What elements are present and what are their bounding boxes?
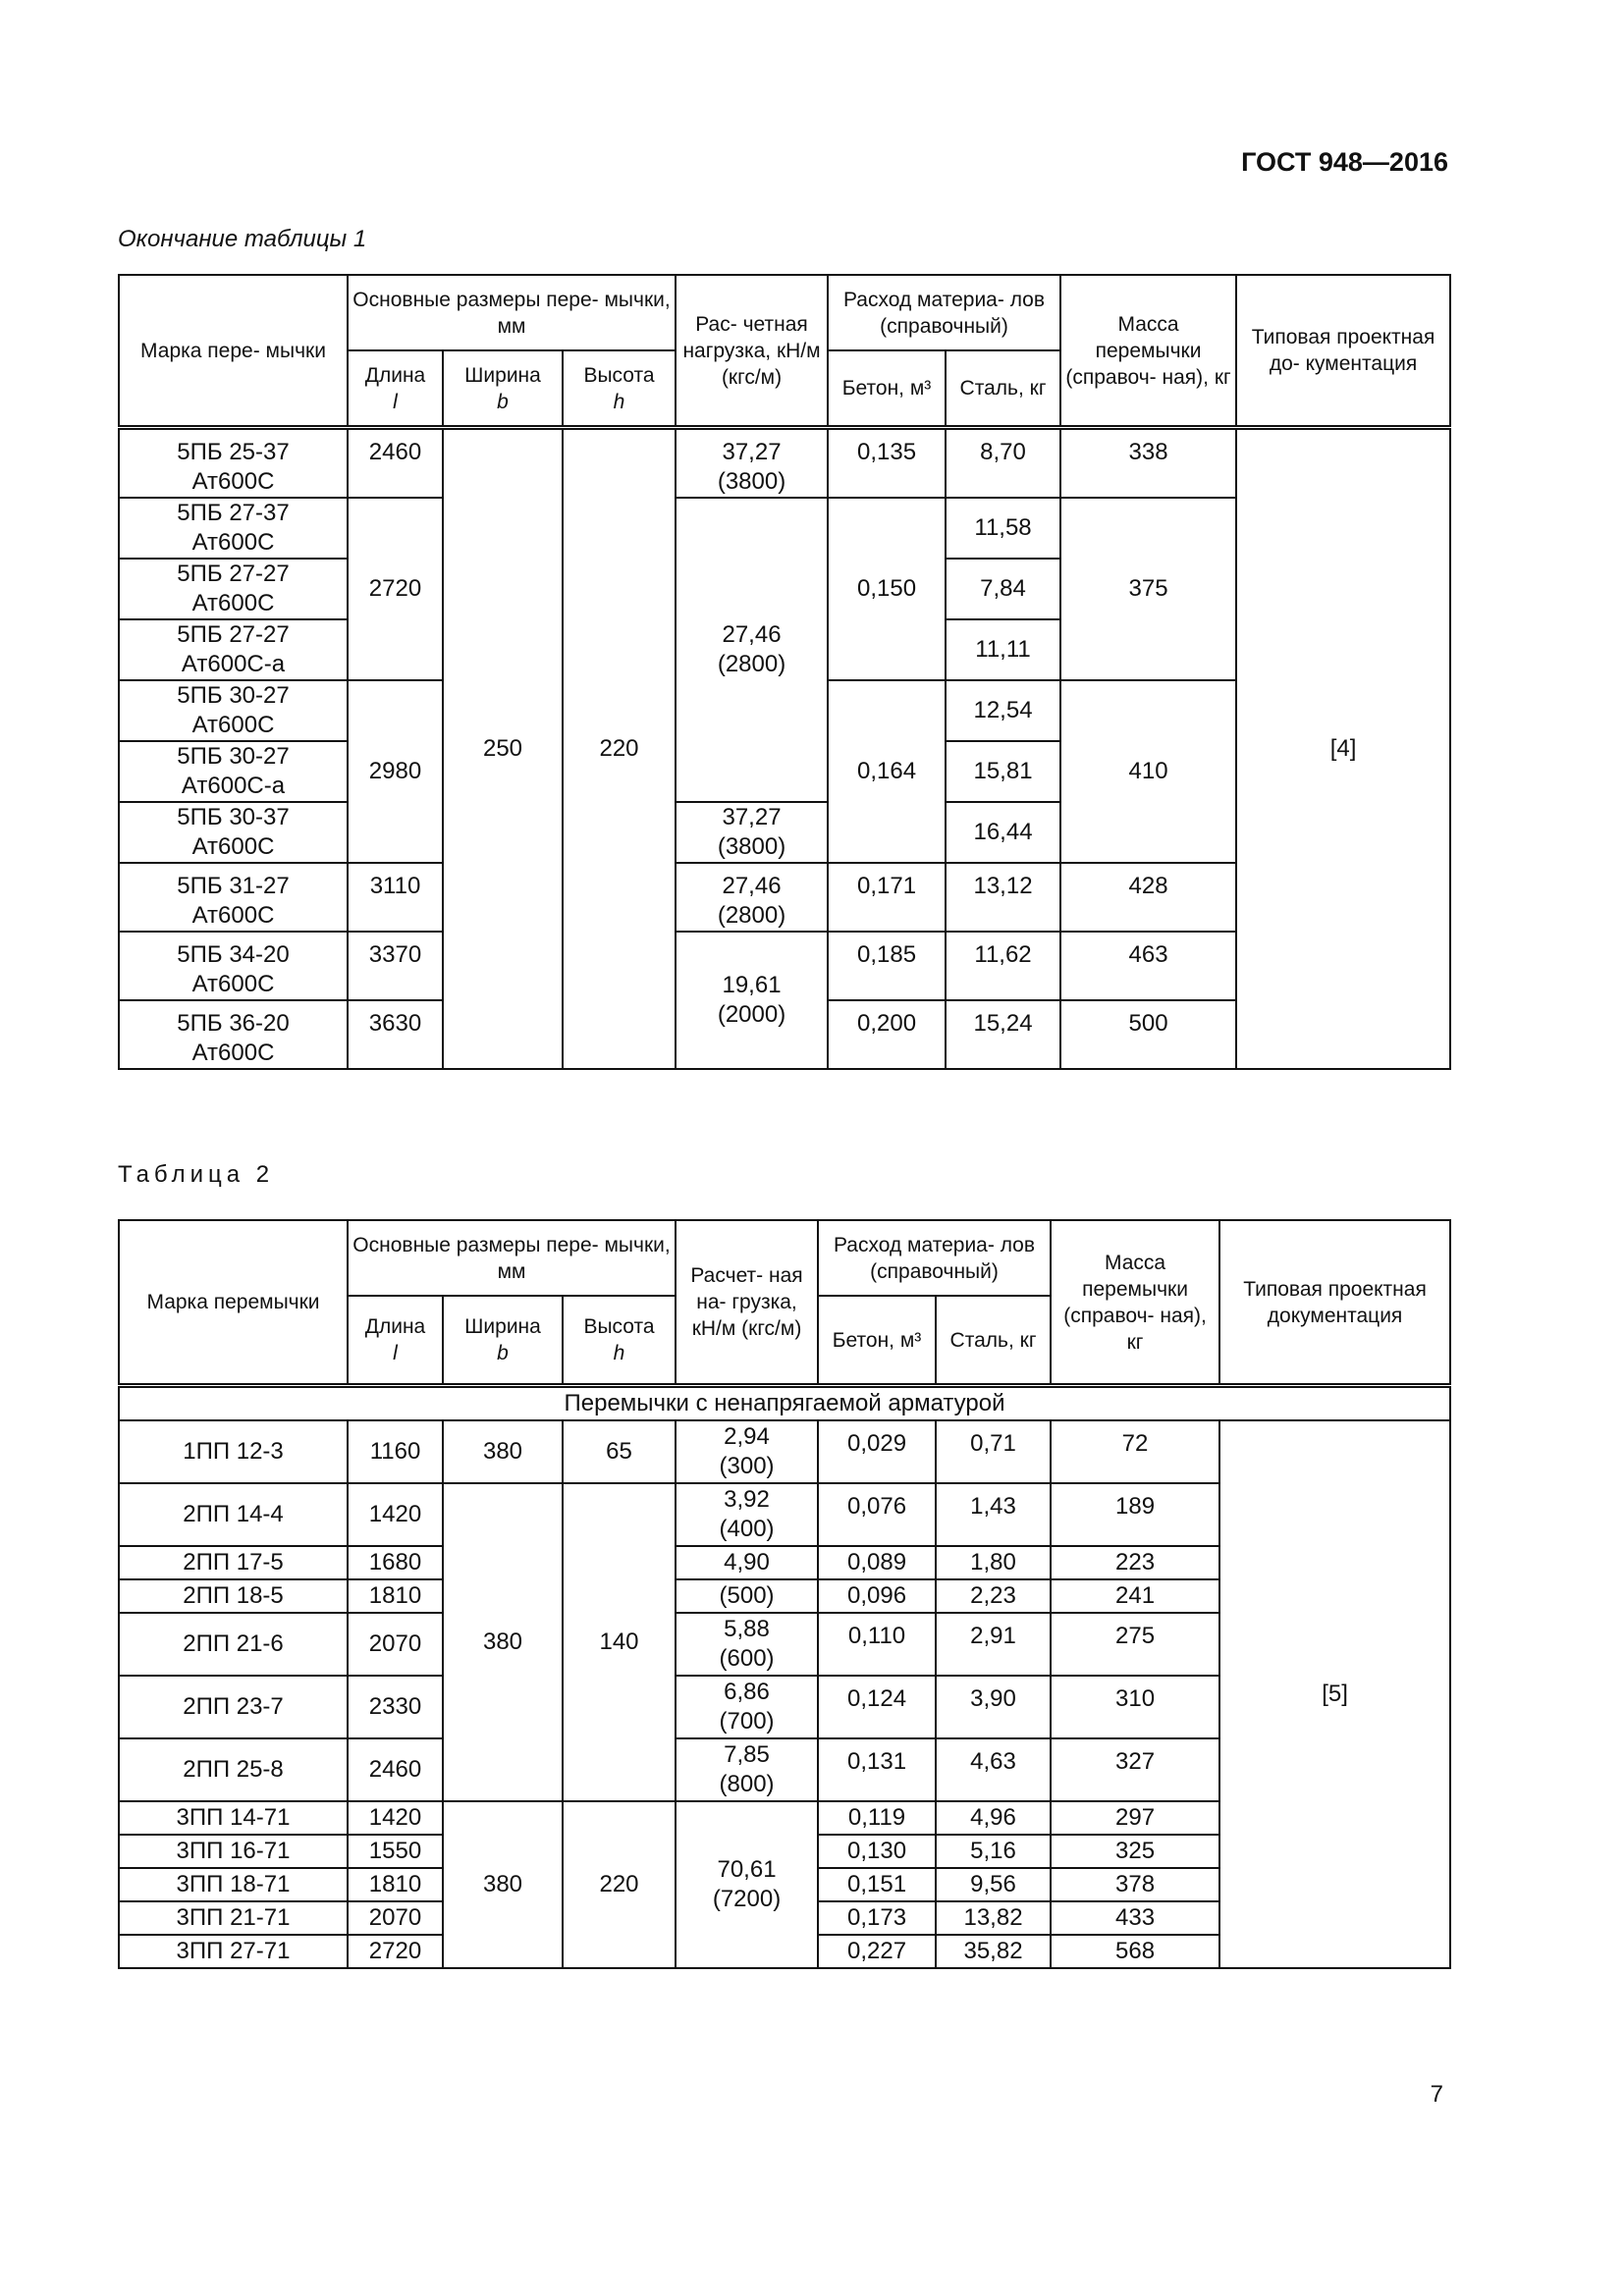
cell-mass: 72 (1051, 1420, 1219, 1483)
cell-mass: 223 (1051, 1546, 1219, 1579)
cell-steel: 4,63 (936, 1738, 1051, 1801)
cell-mark: 3ПП 18-71 (119, 1868, 348, 1901)
cell-load: 6,86 (700) (676, 1676, 818, 1738)
cell-length: 1810 (348, 1868, 443, 1901)
cell-mass: 375 (1060, 498, 1236, 680)
cell-steel: 7,84 (946, 559, 1060, 619)
cell-steel: 2,23 (936, 1579, 1051, 1613)
cell-width: 250 (443, 428, 563, 1070)
col-header-doc: Типовая проектная документация (1219, 1220, 1450, 1386)
cell-mark: 5ПБ 27-37 Ат600С (119, 498, 348, 559)
cell-steel: 35,82 (936, 1935, 1051, 1968)
cell-mass: 568 (1051, 1935, 1219, 1968)
cell-doc: [5] (1219, 1420, 1450, 1968)
col-header-mass: Масса перемычки (справоч- ная), кг (1060, 275, 1236, 428)
cell-steel: 13,82 (936, 1901, 1051, 1935)
cell-mark: 3ПП 16-71 (119, 1835, 348, 1868)
cell-length: 2070 (348, 1901, 443, 1935)
cell-concrete: 0,173 (818, 1901, 936, 1935)
col-header-material: Расход материа- лов (справочный) (828, 275, 1060, 350)
cell-mark: 5ПБ 30-27 Ат600С-а (119, 741, 348, 802)
cell-length: 3110 (348, 863, 443, 932)
cell-mass: 325 (1051, 1835, 1219, 1868)
cell-length: 2460 (348, 1738, 443, 1801)
cell-mark: 5ПБ 25-37 Ат600С (119, 428, 348, 499)
cell-mark: 5ПБ 36-20 Ат600С (119, 1000, 348, 1069)
cell-height: 220 (563, 428, 676, 1070)
cell-length: 1680 (348, 1546, 443, 1579)
cell-concrete: 0,227 (818, 1935, 936, 1968)
cell-width: 380 (443, 1801, 563, 1968)
cell-load: 37,27 (3800) (676, 802, 828, 863)
cell-length: 2720 (348, 1935, 443, 1968)
cell-load: 3,92 (400) (676, 1483, 818, 1546)
cell-steel: 15,24 (946, 1000, 1060, 1069)
cell-mark: 2ПП 17-5 (119, 1546, 348, 1579)
cell-concrete: 0,185 (828, 932, 946, 1000)
cell-steel: 1,80 (936, 1546, 1051, 1579)
col-header-height: Высота h (563, 1296, 676, 1386)
cell-steel: 4,96 (936, 1801, 1051, 1835)
cell-concrete: 0,076 (818, 1483, 936, 1546)
cell-concrete: 0,150 (828, 498, 946, 680)
col-header-width: Ширина b (443, 350, 563, 428)
cell-length: 2460 (348, 428, 443, 499)
col-header-load: Расчет- ная на- грузка, кН/м (кгс/м) (676, 1220, 818, 1386)
cell-steel: 11,62 (946, 932, 1060, 1000)
col-header-length: Длина l (348, 1296, 443, 1386)
cell-load: 7,85 (800) (676, 1738, 818, 1801)
section-title: Перемычки с ненапрягаемой арматурой (119, 1386, 1450, 1421)
col-header-dims: Основные размеры пере- мычки, мм (348, 1220, 676, 1296)
cell-mass: 500 (1060, 1000, 1236, 1069)
cell-mass: 275 (1051, 1613, 1219, 1676)
col-header-load: Рас- четная нагрузка, кН/м (кгс/м) (676, 275, 828, 428)
cell-steel: 15,81 (946, 741, 1060, 802)
cell-length: 1550 (348, 1835, 443, 1868)
cell-length: 2980 (348, 680, 443, 863)
cell-length: 1420 (348, 1483, 443, 1546)
table-2 (118, 1219, 1451, 1969)
col-header-steel: Сталь, кг (936, 1296, 1051, 1386)
cell-mark: 2ПП 25-8 (119, 1738, 348, 1801)
cell-mark: 5ПБ 30-37 Ат600С (119, 802, 348, 863)
cell-mark: 3ПП 27-71 (119, 1935, 348, 1968)
cell-concrete: 0,119 (818, 1801, 936, 1835)
cell-doc: [4] (1236, 428, 1450, 1070)
cell-concrete: 0,151 (818, 1868, 936, 1901)
table-1 (118, 274, 1451, 1070)
cell-load: 2,94 (300) (676, 1420, 818, 1483)
cell-length: 2330 (348, 1676, 443, 1738)
cell-load: 19,61 (2000) (676, 932, 828, 1069)
cell-steel: 11,58 (946, 498, 1060, 559)
cell-steel: 12,54 (946, 680, 1060, 741)
cell-length: 2070 (348, 1613, 443, 1676)
cell-mass: 433 (1051, 1901, 1219, 1935)
cell-steel: 1,43 (936, 1483, 1051, 1546)
cell-width: 380 (443, 1420, 563, 1483)
cell-mass: 428 (1060, 863, 1236, 932)
cell-mass: 310 (1051, 1676, 1219, 1738)
cell-steel: 13,12 (946, 863, 1060, 932)
cell-steel: 16,44 (946, 802, 1060, 863)
page-number: 7 (1430, 2081, 1443, 2108)
table1-caption: Окончание таблицы 1 (118, 226, 367, 252)
col-header-length: Длина l (348, 350, 443, 428)
cell-mass: 297 (1051, 1801, 1219, 1835)
cell-mark: 2ПП 18-5 (119, 1579, 348, 1613)
cell-steel: 11,11 (946, 619, 1060, 680)
cell-mark: 2ПП 21-6 (119, 1613, 348, 1676)
cell-height: 65 (563, 1420, 676, 1483)
cell-load: (500) (676, 1579, 818, 1613)
cell-mass: 338 (1060, 428, 1236, 499)
cell-concrete: 0,164 (828, 680, 946, 863)
cell-steel: 2,91 (936, 1613, 1051, 1676)
cell-steel: 3,90 (936, 1676, 1051, 1738)
cell-steel: 9,56 (936, 1868, 1051, 1901)
cell-concrete: 0,110 (818, 1613, 936, 1676)
cell-steel: 0,71 (936, 1420, 1051, 1483)
cell-mark: 5ПБ 27-27 Ат600С (119, 559, 348, 619)
standard-number: ГОСТ 948—2016 (1241, 147, 1448, 177)
cell-load: 5,88 (600) (676, 1613, 818, 1676)
cell-length: 1810 (348, 1579, 443, 1613)
cell-concrete: 0,135 (828, 428, 946, 499)
cell-mass: 189 (1051, 1483, 1219, 1546)
cell-mass: 241 (1051, 1579, 1219, 1613)
cell-height: 220 (563, 1801, 676, 1968)
cell-length: 2720 (348, 498, 443, 680)
cell-mark: 2ПП 14-4 (119, 1483, 348, 1546)
col-header-steel: Сталь, кг (946, 350, 1060, 428)
col-header-material: Расход материа- лов (справочный) (818, 1220, 1051, 1296)
cell-concrete: 0,200 (828, 1000, 946, 1069)
cell-mark: 5ПБ 30-27 Ат600С (119, 680, 348, 741)
cell-concrete: 0,130 (818, 1835, 936, 1868)
cell-mark: 1ПП 12-3 (119, 1420, 348, 1483)
table2-caption: Таблица 2 (118, 1161, 275, 1188)
cell-concrete: 0,029 (818, 1420, 936, 1483)
cell-length: 1160 (348, 1420, 443, 1483)
cell-concrete: 0,096 (818, 1579, 936, 1613)
col-header-mark: Марка пере- мычки (119, 275, 348, 428)
cell-length: 3370 (348, 932, 443, 1000)
cell-mass: 378 (1051, 1868, 1219, 1901)
cell-mark: 5ПБ 27-27 Ат600С-а (119, 619, 348, 680)
cell-load: 27,46 (2800) (676, 498, 828, 802)
cell-mark: 3ПП 14-71 (119, 1801, 348, 1835)
cell-length: 3630 (348, 1000, 443, 1069)
cell-mark: 5ПБ 34-20 Ат600С (119, 932, 348, 1000)
col-header-width: Ширина b (443, 1296, 563, 1386)
cell-steel: 8,70 (946, 428, 1060, 499)
col-header-dims: Основные размеры пере- мычки, мм (348, 275, 676, 350)
cell-height: 140 (563, 1483, 676, 1801)
cell-concrete: 0,089 (818, 1546, 936, 1579)
cell-mark: 5ПБ 31-27 Ат600С (119, 863, 348, 932)
cell-load: 4,90 (676, 1546, 818, 1579)
cell-mass: 463 (1060, 932, 1236, 1000)
cell-load: 70,61 (7200) (676, 1801, 818, 1968)
cell-width: 380 (443, 1483, 563, 1801)
cell-mark: 3ПП 21-71 (119, 1901, 348, 1935)
cell-mass: 410 (1060, 680, 1236, 863)
cell-concrete: 0,124 (818, 1676, 936, 1738)
col-header-concrete: Бетон, м³ (818, 1296, 936, 1386)
cell-steel: 5,16 (936, 1835, 1051, 1868)
cell-load: 27,46 (2800) (676, 863, 828, 932)
cell-mass: 327 (1051, 1738, 1219, 1801)
col-header-concrete: Бетон, м³ (828, 350, 946, 428)
cell-concrete: 0,131 (818, 1738, 936, 1801)
cell-load: 37,27 (3800) (676, 428, 828, 499)
col-header-height: Высота h (563, 350, 676, 428)
cell-mark: 2ПП 23-7 (119, 1676, 348, 1738)
col-header-mark: Марка перемычки (119, 1220, 348, 1386)
cell-concrete: 0,171 (828, 863, 946, 932)
cell-length: 1420 (348, 1801, 443, 1835)
col-header-doc: Типовая проектная до- кументация (1236, 275, 1450, 428)
col-header-mass: Масса перемычки (справоч- ная), кг (1051, 1220, 1219, 1386)
